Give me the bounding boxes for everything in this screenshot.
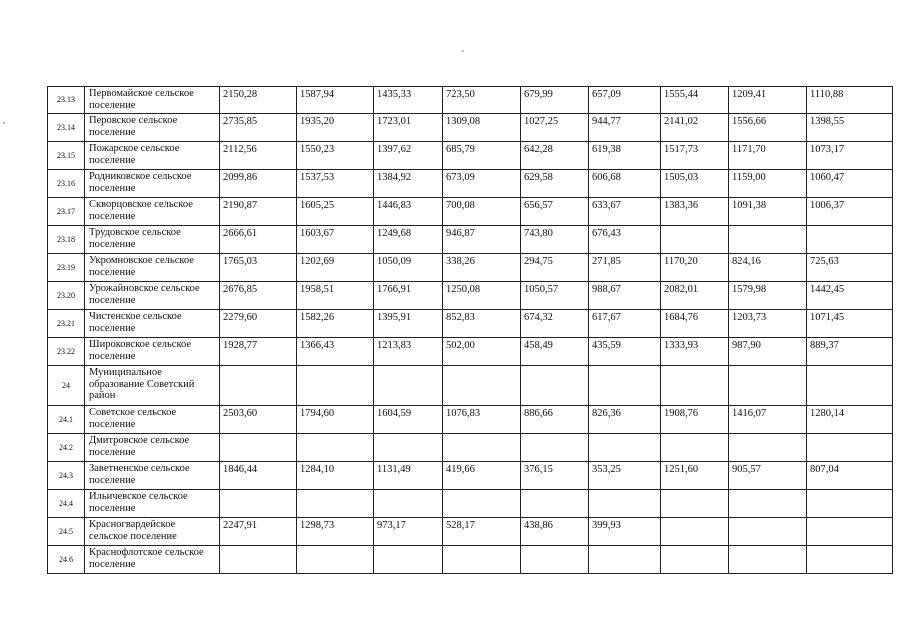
- table-row: [48, 366, 893, 406]
- row-number: 24.1: [48, 406, 85, 434]
- value-cell: [661, 546, 729, 574]
- settlement-name: Перовское сельское поселение: [85, 114, 220, 142]
- value-cell: 905,57: [729, 462, 807, 490]
- value-cell: 700,08: [443, 198, 521, 226]
- value-cell: 1846,44: [220, 462, 297, 490]
- value-cell: 1202,69: [297, 254, 374, 282]
- settlement-name: Ильичевское сельское поселение: [85, 490, 220, 518]
- value-cell: 633,67: [589, 198, 661, 226]
- value-cell: 1251,60: [661, 462, 729, 490]
- value-cell: 988,67: [589, 282, 661, 310]
- value-cell: 2150,28: [220, 87, 297, 114]
- value-cell: 1958,51: [297, 282, 374, 310]
- value-cell: 271,85: [589, 254, 661, 282]
- value-cell: 1006,37: [807, 198, 893, 226]
- scan-speck: [3, 122, 5, 124]
- settlement-name: Красногвардейское сельское поселение: [85, 518, 220, 546]
- value-cell: [661, 518, 729, 546]
- value-cell: [521, 434, 589, 462]
- value-cell: 629,58: [521, 170, 589, 198]
- row-number: 24.3: [48, 462, 85, 490]
- row-number: 23.19: [48, 254, 85, 282]
- value-cell: 2676,85: [220, 282, 297, 310]
- value-cell: [661, 366, 729, 406]
- value-cell: 1050,09: [374, 254, 443, 282]
- table-row: [48, 310, 893, 338]
- value-cell: 435,59: [589, 338, 661, 366]
- table-row: [48, 226, 893, 254]
- table-row: [48, 518, 893, 546]
- value-cell: 1280,14: [807, 406, 893, 434]
- value-cell: [589, 366, 661, 406]
- value-cell: 606,68: [589, 170, 661, 198]
- table-row: [48, 490, 893, 518]
- value-cell: 1446,83: [374, 198, 443, 226]
- value-cell: 2279,60: [220, 310, 297, 338]
- value-cell: [807, 366, 893, 406]
- value-cell: [443, 366, 521, 406]
- value-cell: 2082,01: [661, 282, 729, 310]
- value-cell: 1579,98: [729, 282, 807, 310]
- table-row: [48, 462, 893, 490]
- table-row: [48, 87, 893, 114]
- value-cell: 1397,62: [374, 142, 443, 170]
- value-cell: 1384,92: [374, 170, 443, 198]
- value-cell: 725,63: [807, 254, 893, 282]
- value-cell: 2190,87: [220, 198, 297, 226]
- settlement-name: Дмитровское сельское поселение: [85, 434, 220, 462]
- table-row: [48, 170, 893, 198]
- value-cell: 1935,20: [297, 114, 374, 142]
- value-cell: [443, 434, 521, 462]
- value-cell: 353,25: [589, 462, 661, 490]
- table-row: [48, 254, 893, 282]
- value-cell: 824,16: [729, 254, 807, 282]
- value-cell: 617,67: [589, 310, 661, 338]
- value-cell: 1250,08: [443, 282, 521, 310]
- value-cell: 886,66: [521, 406, 589, 434]
- row-number: 24: [48, 366, 85, 406]
- value-cell: 1170,20: [661, 254, 729, 282]
- value-cell: [589, 490, 661, 518]
- table-body: [48, 87, 893, 574]
- value-cell: 987,90: [729, 338, 807, 366]
- value-cell: 674,32: [521, 310, 589, 338]
- value-cell: [443, 490, 521, 518]
- value-cell: [807, 226, 893, 254]
- value-cell: 438,86: [521, 518, 589, 546]
- settlement-name: Укромновское сельское поселение: [85, 254, 220, 282]
- value-cell: 1027,25: [521, 114, 589, 142]
- table-row: [48, 406, 893, 434]
- value-cell: 619,38: [589, 142, 661, 170]
- value-cell: 1060,47: [807, 170, 893, 198]
- value-cell: 1333,93: [661, 338, 729, 366]
- row-number: 23.13: [48, 87, 85, 114]
- table-row: [48, 114, 893, 142]
- value-cell: 502,00: [443, 338, 521, 366]
- value-cell: 676,43: [589, 226, 661, 254]
- value-cell: [807, 434, 893, 462]
- settlement-name: Чистенское сельское поселение: [85, 310, 220, 338]
- value-cell: 1395,91: [374, 310, 443, 338]
- row-number: 23.16: [48, 170, 85, 198]
- value-cell: 528,17: [443, 518, 521, 546]
- value-cell: 2735,85: [220, 114, 297, 142]
- value-cell: 685,79: [443, 142, 521, 170]
- value-cell: 743,80: [521, 226, 589, 254]
- value-cell: 399,93: [589, 518, 661, 546]
- value-cell: [729, 546, 807, 574]
- value-cell: 1517,73: [661, 142, 729, 170]
- row-number: 23.14: [48, 114, 85, 142]
- value-cell: 1159,00: [729, 170, 807, 198]
- value-cell: 1605,25: [297, 198, 374, 226]
- value-cell: 1416,07: [729, 406, 807, 434]
- value-cell: 1249,68: [374, 226, 443, 254]
- value-cell: 1582,26: [297, 310, 374, 338]
- value-cell: [521, 366, 589, 406]
- settlement-name: Советское сельское поселение: [85, 406, 220, 434]
- value-cell: 852,83: [443, 310, 521, 338]
- settlement-name: Муниципальное образование Советский район: [85, 366, 220, 406]
- value-cell: 1284,10: [297, 462, 374, 490]
- value-cell: 1604,59: [374, 406, 443, 434]
- row-number: 23.21: [48, 310, 85, 338]
- value-cell: [807, 490, 893, 518]
- value-cell: [374, 366, 443, 406]
- value-cell: 1603,67: [297, 226, 374, 254]
- table-row: [48, 142, 893, 170]
- row-number: 23.18: [48, 226, 85, 254]
- value-cell: 1383,36: [661, 198, 729, 226]
- value-cell: 1203,73: [729, 310, 807, 338]
- table-row: [48, 198, 893, 226]
- table-row: [48, 434, 893, 462]
- value-cell: [807, 518, 893, 546]
- value-cell: [729, 434, 807, 462]
- value-cell: 1766,91: [374, 282, 443, 310]
- value-cell: [220, 434, 297, 462]
- table-row: [48, 546, 893, 574]
- value-cell: [443, 546, 521, 574]
- value-cell: [589, 434, 661, 462]
- value-cell: 679,99: [521, 87, 589, 114]
- value-cell: 973,17: [374, 518, 443, 546]
- value-cell: 826,36: [589, 406, 661, 434]
- value-cell: 376,15: [521, 462, 589, 490]
- value-cell: 1505,03: [661, 170, 729, 198]
- value-cell: [521, 546, 589, 574]
- settlement-name: Трудовское сельское поселение: [85, 226, 220, 254]
- value-cell: 1928,77: [220, 338, 297, 366]
- value-cell: 807,04: [807, 462, 893, 490]
- value-cell: 642,28: [521, 142, 589, 170]
- value-cell: 338,26: [443, 254, 521, 282]
- settlement-name: Заветненское сельское поселение: [85, 462, 220, 490]
- value-cell: 1073,17: [807, 142, 893, 170]
- value-cell: 723,50: [443, 87, 521, 114]
- settlement-name: Первомайское сельское поселение: [85, 87, 220, 114]
- value-cell: 1794,60: [297, 406, 374, 434]
- value-cell: [220, 366, 297, 406]
- value-cell: 1110,88: [807, 87, 893, 114]
- value-cell: 1765,03: [220, 254, 297, 282]
- value-cell: [374, 434, 443, 462]
- row-number: 23.17: [48, 198, 85, 226]
- table-row: [48, 338, 893, 366]
- value-cell: 944,77: [589, 114, 661, 142]
- row-number: 24.6: [48, 546, 85, 574]
- value-cell: [729, 518, 807, 546]
- value-cell: [589, 546, 661, 574]
- value-cell: 1723,01: [374, 114, 443, 142]
- value-cell: [297, 434, 374, 462]
- value-cell: 1684,76: [661, 310, 729, 338]
- value-cell: [297, 366, 374, 406]
- value-cell: 2099,86: [220, 170, 297, 198]
- settlement-name: Пожарское сельское поселение: [85, 142, 220, 170]
- settlement-name: Родниковское сельское поселение: [85, 170, 220, 198]
- value-cell: 1908,76: [661, 406, 729, 434]
- value-cell: 1050,57: [521, 282, 589, 310]
- value-cell: [807, 546, 893, 574]
- row-number: 23.15: [48, 142, 85, 170]
- value-cell: 1213,83: [374, 338, 443, 366]
- value-cell: 458,49: [521, 338, 589, 366]
- value-cell: [661, 490, 729, 518]
- value-cell: 1171,70: [729, 142, 807, 170]
- row-number: 23.20: [48, 282, 85, 310]
- value-cell: 1309,08: [443, 114, 521, 142]
- value-cell: 1537,53: [297, 170, 374, 198]
- value-cell: 673,09: [443, 170, 521, 198]
- value-cell: 2141,02: [661, 114, 729, 142]
- value-cell: 1091,38: [729, 198, 807, 226]
- value-cell: 1071,45: [807, 310, 893, 338]
- value-cell: 1366,43: [297, 338, 374, 366]
- row-number: 24.5: [48, 518, 85, 546]
- value-cell: [297, 490, 374, 518]
- value-cell: [661, 226, 729, 254]
- value-cell: 1298,73: [297, 518, 374, 546]
- settlement-name: Скворцовское сельское поселение: [85, 198, 220, 226]
- value-cell: 1555,44: [661, 87, 729, 114]
- value-cell: 2112,56: [220, 142, 297, 170]
- value-cell: 2503,60: [220, 406, 297, 434]
- row-number: 24.2: [48, 434, 85, 462]
- settlement-name: Широковское сельское поселение: [85, 338, 220, 366]
- value-cell: [521, 490, 589, 518]
- value-cell: 419,66: [443, 462, 521, 490]
- value-cell: 1435,33: [374, 87, 443, 114]
- value-cell: [661, 434, 729, 462]
- value-cell: 1556,66: [729, 114, 807, 142]
- value-cell: 1587,94: [297, 87, 374, 114]
- value-cell: 1550,23: [297, 142, 374, 170]
- value-cell: [729, 366, 807, 406]
- value-cell: 656,57: [521, 198, 589, 226]
- value-cell: 1131,49: [374, 462, 443, 490]
- value-cell: 889,37: [807, 338, 893, 366]
- settlement-name: Урожайновское сельское поселение: [85, 282, 220, 310]
- value-cell: 946,87: [443, 226, 521, 254]
- scan-speck: [462, 50, 464, 52]
- value-cell: [220, 490, 297, 518]
- value-cell: [374, 490, 443, 518]
- value-cell: [729, 226, 807, 254]
- tariff-table: [47, 86, 893, 574]
- value-cell: [374, 546, 443, 574]
- settlement-name: Краснофлотское сельское поселение: [85, 546, 220, 574]
- value-cell: 2666,61: [220, 226, 297, 254]
- value-cell: 1442,45: [807, 282, 893, 310]
- value-cell: 1076,83: [443, 406, 521, 434]
- table-row: [48, 282, 893, 310]
- row-number: 23.22: [48, 338, 85, 366]
- row-number: 24.4: [48, 490, 85, 518]
- value-cell: 1398,55: [807, 114, 893, 142]
- value-cell: [220, 546, 297, 574]
- value-cell: 2247,91: [220, 518, 297, 546]
- value-cell: 294,75: [521, 254, 589, 282]
- value-cell: [729, 490, 807, 518]
- value-cell: [297, 546, 374, 574]
- value-cell: 1209,41: [729, 87, 807, 114]
- value-cell: 657,09: [589, 87, 661, 114]
